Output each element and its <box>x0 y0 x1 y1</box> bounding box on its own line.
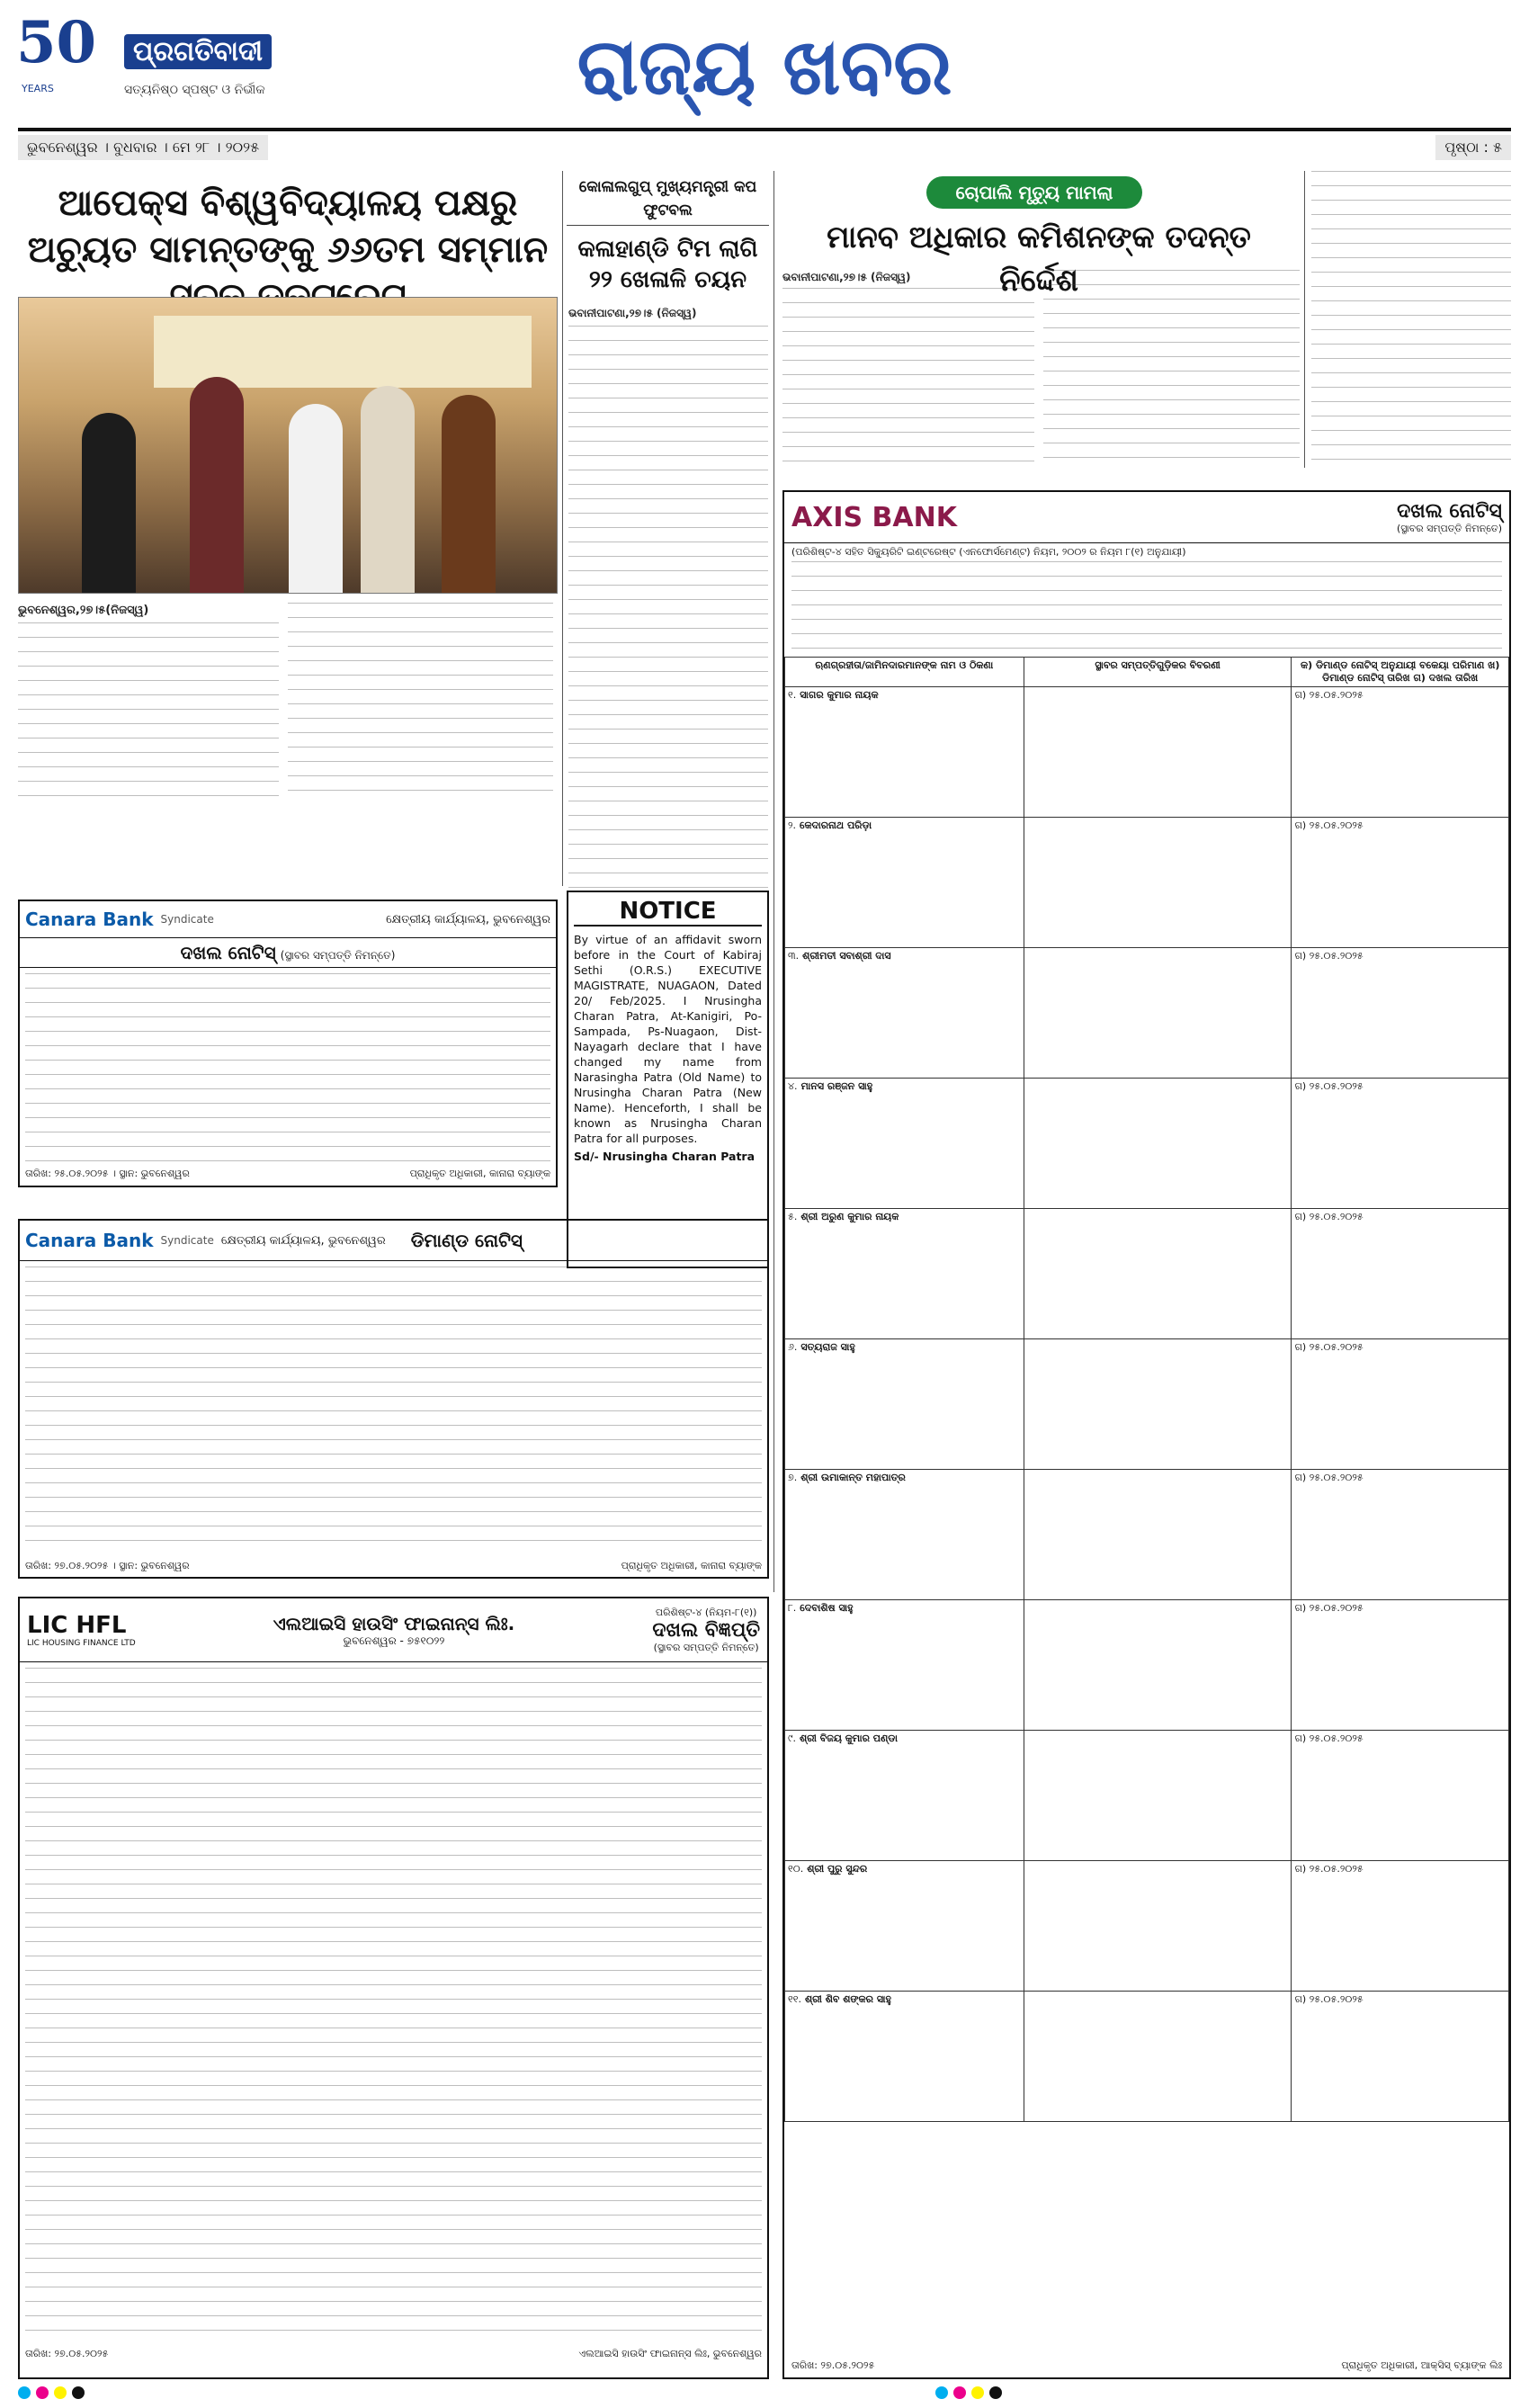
regional-office: କ୍ଷେତ୍ରୀୟ କାର୍ଯ୍ୟାଳୟ, ଭୁବନେଶ୍ୱର <box>386 912 550 926</box>
footer-date: ତାରିଖ: ୨୫.୦୫.୨୦୨୫ । ସ୍ଥାନ: ଭୁବନେଶ୍ୱର <box>25 1168 190 1179</box>
borrower-cell <box>785 1079 1024 1209</box>
logo-years: YEARS <box>22 83 54 94</box>
amount-cell <box>1292 1861 1509 1992</box>
axis-table-row <box>785 1209 1509 1339</box>
lichfl-notice-body <box>25 1668 762 2342</box>
photo-person <box>289 404 343 593</box>
photo-person <box>190 377 244 593</box>
borrower-cell <box>785 1731 1024 1861</box>
row-number: ୧୦. <box>788 1863 804 1875</box>
amount-cell <box>1292 1339 1509 1470</box>
axis-footer <box>791 2359 1502 2372</box>
lichfl-name-block <box>148 1613 640 1648</box>
story1-headline: ଆପେକ୍ସ ବିଶ୍ୱବିଦ୍ୟାଳୟ ପକ୍ଷରୁ ଅଚ୍ୟୁତ ସାମନ୍ତଙ୍କୁ ୬୬ତମ ସମ୍ମାନ <box>27 183 549 271</box>
row-number: ୭. <box>788 1472 798 1483</box>
amount-cell <box>1292 818 1509 948</box>
axis-table-row <box>785 948 1509 1079</box>
property-cell <box>1024 1339 1292 1470</box>
amount-cell <box>1292 1209 1509 1339</box>
story3-dateline: ଭବାନୀପାଟଣା,୨୭।୫ (ନିଜସ୍ୱ) <box>782 271 911 283</box>
photo-person <box>361 386 415 593</box>
notice-subtitle: (ସ୍ଥାବର ସମ୍ପତ୍ତି ନିମନ୍ତେ) <box>1397 522 1502 534</box>
notice-subtitle: (ସ୍ଥାବର ସମ୍ପତ୍ତି ନିମନ୍ତେ) <box>280 949 396 962</box>
notice-title: ଦଖଲ ନୋଟିସ୍ <box>180 942 276 963</box>
story1-body-text <box>288 603 553 802</box>
borrower-cell <box>785 1470 1024 1600</box>
possession-date: ଗ) ୨୫.୦୫.୨୦୨୫ <box>1294 1341 1364 1353</box>
story3-headline: ମାନବ ଅଧିକାର କମିଶନଙ୍କ ତଦନ୍ତ ନିର୍ଦ୍ଦେଶ <box>827 219 1251 299</box>
notice-title: ଡିମାଣ୍ଡ ନୋଟିସ୍ <box>410 1230 523 1251</box>
regional-office: କ୍ଷେତ୍ରୀୟ କାର୍ଯ୍ୟାଳୟ, ଭୁବନେଶ୍ୱର <box>220 1233 386 1248</box>
borrower-cell <box>785 1992 1024 2122</box>
notice-text: By virtue of an affidavit sworn before in the Court of Kabiraj Sethi (O.R.S.) EXECUTIVE MAGISTRATE, NUAGAON, Dated 20/ Feb/2025. I Nrusingha Charan Patra, At-Kanigiri, Po-Sampada, Ps-Nuagaon, Dist-Nayagarh declare that I have changed my name from Narasingha Patra (Old Name) to Nrusingha Charan Patra (New Name). Henceforth, I shall be known as Nrusingha Charan Patra for all purposes. <box>574 933 762 1145</box>
borrower-name: ଶ୍ରୀ ପୁରୁ ସୁନ୍ଦର <box>807 1863 868 1875</box>
story3-body-text <box>1043 270 1300 468</box>
row-number: ୯. <box>788 1732 796 1744</box>
row-number: ୪. <box>788 1080 798 1092</box>
lichfl-footer <box>20 2348 767 2360</box>
possession-date: ଗ) ୨୫.୦୫.୨୦୨୫ <box>1294 1863 1364 1875</box>
canara-header <box>20 901 556 938</box>
notice-title: NOTICE <box>574 898 762 926</box>
registration-dot <box>36 2386 49 2399</box>
possession-date: ଗ) ୨୫.୦୫.୨୦୨୫ <box>1294 819 1364 831</box>
amount-cell <box>1292 1600 1509 1731</box>
row-number: ୬. <box>788 1341 798 1353</box>
borrower-cell <box>785 1600 1024 1731</box>
borrower-cell <box>785 687 1024 818</box>
dateline: ଭୁବନେଶ୍ୱର । ବୁଧବାର । ମେ ୨୮ । ୨୦୨୫ <box>18 135 268 160</box>
registration-dot <box>18 2386 31 2399</box>
brand-name: ପ୍ରଗତିବାଦୀ <box>124 34 272 69</box>
footer-date: ତାରିଖ: ୨୭.୦୫.୨୦୨୫ <box>25 2348 109 2359</box>
registration-dot <box>72 2386 85 2399</box>
footer-date: ତାରିଖ: ୨୭.୦୫.୨୦୨୫ <box>791 2359 875 2371</box>
registration-dot <box>989 2386 1002 2399</box>
borrower-name: ସାଗର କୁମାର ନାୟକ <box>800 689 879 701</box>
canara-footer <box>20 1560 767 1572</box>
story1-dateline: ଭୁବନେଶ୍ୱର,୨୭।୫(ନିଜସ୍ୱ) <box>18 604 149 617</box>
possession-date: ଗ) ୨୫.୦୫.୨୦୨୫ <box>1294 1732 1364 1744</box>
story1-body-text <box>18 622 279 802</box>
axis-title-block <box>1397 500 1502 535</box>
photo-person <box>82 413 136 593</box>
borrower-cell <box>785 1209 1024 1339</box>
borrower-name: ସତ୍ୟରାଜ ସାହୁ <box>800 1341 855 1353</box>
canara-header <box>20 1221 767 1261</box>
row-number: ୫. <box>788 1211 798 1222</box>
borrower-name: ଦେବାଶିଷ ସାହୁ <box>800 1602 854 1614</box>
column-divider <box>1304 171 1305 468</box>
canara-demand-notice <box>18 1219 769 1579</box>
footer-signature: ପ୍ରାଧିକୃତ ଅଧିକାରୀ, କାନାରା ବ୍ୟାଙ୍କ <box>409 1168 550 1179</box>
axis-table-row <box>785 1600 1509 1731</box>
story2-headline: କଳାହାଣ୍ଡି ଟିମ ଲାଗି ୨୨ ଖେଳାଳି ଚୟନ <box>577 236 758 293</box>
borrower-name: ଶ୍ରୀମତୀ ସବାଶ୍ରୀ ଦାସ <box>802 950 891 962</box>
possession-date: ଗ) ୨୫.୦୫.୨୦୨୫ <box>1294 950 1364 962</box>
property-cell <box>1024 948 1292 1079</box>
row-number: ୮. <box>788 1602 797 1614</box>
property-cell <box>1024 1992 1292 2122</box>
notice-subtitle: (ସ୍ଥାବର ସମ୍ପତ୍ତି ନିମନ୍ତେ) <box>653 1641 759 1653</box>
canara-notice-body <box>25 1267 762 1554</box>
borrower-name: ମାନସ ରଞ୍ଜନ ସାହୁ <box>800 1080 873 1092</box>
row-number: ୧୧. <box>788 1993 801 2005</box>
row-number: ୧. <box>788 689 797 701</box>
property-cell <box>1024 1209 1292 1339</box>
photo-person <box>442 395 496 593</box>
registration-dot <box>54 2386 67 2399</box>
syndicate-label: Syndicate <box>160 1234 214 1247</box>
col-property: ସ୍ଥାବର ସମ୍ପତ୍ତିଗୁଡ଼ିକର ବିବରଣୀ <box>1024 658 1292 687</box>
axis-appendix: (ପରିଶିଷ୍ଟ-୪ ସହିତ ସିକ୍ୟୁରିଟି ଇଣ୍ଟରେଷ୍ଟ (ଏନଫୋର୍ସମେଣ୍ଟ) ନିୟମ, ୨୦୦୨ ର ନିୟମ ୮(୧) ଅନୁଯାୟୀ) <box>791 546 1186 558</box>
story2-dateline: ଭବାନୀପାଟଣା,୨୭।୫ (ନିଜସ୍ୱ) <box>568 307 697 319</box>
registration-dot <box>953 2386 966 2399</box>
borrower-name: ଶ୍ରୀ ବିଜୟ କୁମାର ପଣ୍ଡା <box>799 1732 898 1744</box>
amount-cell <box>1292 687 1509 818</box>
footer-date: ତାରିଖ: ୨୭.୦୫.୨୦୨୫ । ସ୍ଥାନ: ଭୁବନେଶ୍ୱର <box>25 1560 190 1571</box>
lichfl-address: ଭୁବନେଶ୍ୱର - ୭୫୧୦୨୨ <box>343 1634 445 1647</box>
registration-dot <box>971 2386 984 2399</box>
section-title: ରାଜ୍ୟ ଖବର <box>577 22 952 112</box>
axis-table-header <box>785 658 1509 687</box>
name-change-notice <box>567 891 769 1268</box>
possession-date: ଗ) ୨୫.୦୫.୨୦୨୫ <box>1294 1080 1364 1092</box>
footer-signature: ପ୍ରାଧିକୃତ ଅଧିକାରୀ, କାନାରା ବ୍ୟାଙ୍କ <box>621 1560 762 1571</box>
axis-table-row <box>785 1861 1509 1992</box>
property-cell <box>1024 687 1292 818</box>
axis-table-row <box>785 1079 1509 1209</box>
canara-bank-name: Canara Bank <box>25 1230 154 1251</box>
axis-brand: AXIS BANK <box>791 501 957 533</box>
page-number: ପୃଷ୍ଠା : ୫ <box>1435 135 1511 160</box>
property-cell <box>1024 1731 1292 1861</box>
property-cell <box>1024 1861 1292 1992</box>
lichfl-header <box>20 1598 767 1662</box>
story3-body-text <box>1311 171 1511 468</box>
borrower-name: କେଦାରନାଥ ପରିଡ଼ା <box>799 819 872 831</box>
story3-body-text <box>782 288 1034 468</box>
col-borrowers: ଋଣଗ୍ରହୀତା/ଜାମିନଦାରମାନଙ୍କ ନାମ ଓ ଠିକଣା <box>785 658 1024 687</box>
notice-title: ଦଖଲ ବିଜ୍ଞପ୍ତି <box>652 1618 760 1642</box>
canara-notice-body <box>25 973 550 1162</box>
borrower-name: ଶ୍ରୀ ଶିବ ଶଙ୍କର ସାହୁ <box>804 1993 891 2005</box>
canara-footer <box>20 1168 556 1180</box>
borrower-cell <box>785 1339 1024 1470</box>
axis-table-row <box>785 687 1509 818</box>
lichfl-name: ଏଲଆଇସି ହାଉସିଂ ଫାଇନାନ୍ସ ଲିଃ. <box>273 1612 515 1634</box>
amount-cell <box>1292 1470 1509 1600</box>
story2-kicker: କୋଳାଲଗୁପ୍ ମୁଖ୍ୟମନ୍ତ୍ରୀ କପ ଫୁଟବଲ <box>567 175 769 226</box>
property-cell <box>1024 818 1292 948</box>
borrower-name: ଶ୍ରୀ ଉମାକାନ୍ତ ମହାପାତ୍ର <box>800 1472 906 1483</box>
borrower-name: ଶ୍ରୀ ଅରୁଣ କୁମାର ନାୟକ <box>800 1211 899 1222</box>
registration-marks <box>18 2386 85 2399</box>
row-number: ୩. <box>788 950 800 962</box>
borrower-cell <box>785 1861 1024 1992</box>
registration-marks <box>935 2386 1002 2399</box>
amount-cell <box>1292 948 1509 1079</box>
footer-signature: ଏଲଆଇସି ହାଉସିଂ ଫାଇନାନ୍ସ ଲିଃ, ଭୁବନେଶ୍ୱର <box>578 2348 762 2359</box>
property-cell <box>1024 1600 1292 1731</box>
lichfl-brand: LIC HFL <box>27 1612 127 1639</box>
row-number: ୨. <box>788 819 796 831</box>
lichfl-appendix: ପରିଶିଷ୍ଟ-୪ (ନିୟମ-୮(୧)) <box>655 1606 757 1618</box>
axis-table-row <box>785 1992 1509 2122</box>
canara-possession-notice <box>18 900 558 1187</box>
story1-photo <box>18 297 558 594</box>
axis-possession-notice <box>782 490 1511 2379</box>
col-amounts: କ) ଡିମାଣ୍ଡ ନୋଟିସ୍ ଅନୁଯାୟୀ ବକେୟା ପରିମାଣ ଖ) ଡିମାଣ୍ଡ ନୋଟିସ୍ ତାରିଖ ଗ) ଦଖଲ ତାରିଖ <box>1292 658 1509 687</box>
notice-signature: Sd/- Nrusingha Charan Patra <box>574 1150 756 1163</box>
possession-date: ଗ) ୨୫.୦୫.୨୦୨୫ <box>1294 1602 1364 1614</box>
axis-table-row <box>785 1339 1509 1470</box>
axis-table-row <box>785 818 1509 948</box>
lichfl-logo <box>27 1612 136 1648</box>
registration-dot <box>935 2386 948 2399</box>
canara-bank-name: Canara Bank <box>25 909 154 930</box>
logo-anniversary-number: 50 <box>16 9 97 76</box>
property-cell <box>1024 1079 1292 1209</box>
axis-intro-text <box>791 561 1502 651</box>
possession-date: ଗ) ୨୫.୦୫.୨୦୨୫ <box>1294 1211 1364 1222</box>
amount-cell <box>1292 1079 1509 1209</box>
header-rule <box>18 128 1511 131</box>
column-divider <box>562 171 563 886</box>
amount-cell <box>1292 1992 1509 2122</box>
possession-date: ଗ) ୨୫.୦୫.୨୦୨୫ <box>1294 1472 1364 1483</box>
lichfl-title-block <box>652 1607 760 1654</box>
property-cell <box>1024 1470 1292 1600</box>
lichfl-brand-full: LIC HOUSING FINANCE LTD <box>27 1639 136 1648</box>
story3-kicker-pill: ଚୋପାଲି ମୃତ୍ୟୁ ମାମଲା <box>926 176 1142 209</box>
column-divider <box>773 171 774 1592</box>
syndicate-label: Syndicate <box>160 913 214 926</box>
newspaper-logo <box>16 9 340 117</box>
canara-title-bar <box>20 938 556 968</box>
possession-date: ଗ) ୨୫.୦୫.୨୦୨୫ <box>1294 689 1364 701</box>
borrower-cell <box>785 818 1024 948</box>
possession-date: ଗ) ୨୫.୦୫.୨୦୨୫ <box>1294 1993 1364 2005</box>
axis-table-row <box>785 1470 1509 1600</box>
axis-header <box>784 492 1509 543</box>
notice-title: ଦଖଲ ନୋଟିସ୍ <box>1397 499 1502 523</box>
axis-table-row <box>785 1731 1509 1861</box>
amount-cell <box>1292 1731 1509 1861</box>
axis-table <box>784 657 1509 2122</box>
story2-body-text <box>568 326 768 901</box>
brand-tagline: ସତ୍ୟନିଷ୍ଠ ସ୍ପଷ୍ଟ ଓ ନିର୍ଭୀକ <box>124 83 265 97</box>
lichfl-possession-notice <box>18 1597 769 2379</box>
borrower-cell <box>785 948 1024 1079</box>
footer-signature: ପ୍ରାଧିକୃତ ଅଧିକାରୀ, ଆକ୍ସିସ୍ ବ୍ୟାଙ୍କ ଲିଃ <box>1341 2359 1502 2371</box>
